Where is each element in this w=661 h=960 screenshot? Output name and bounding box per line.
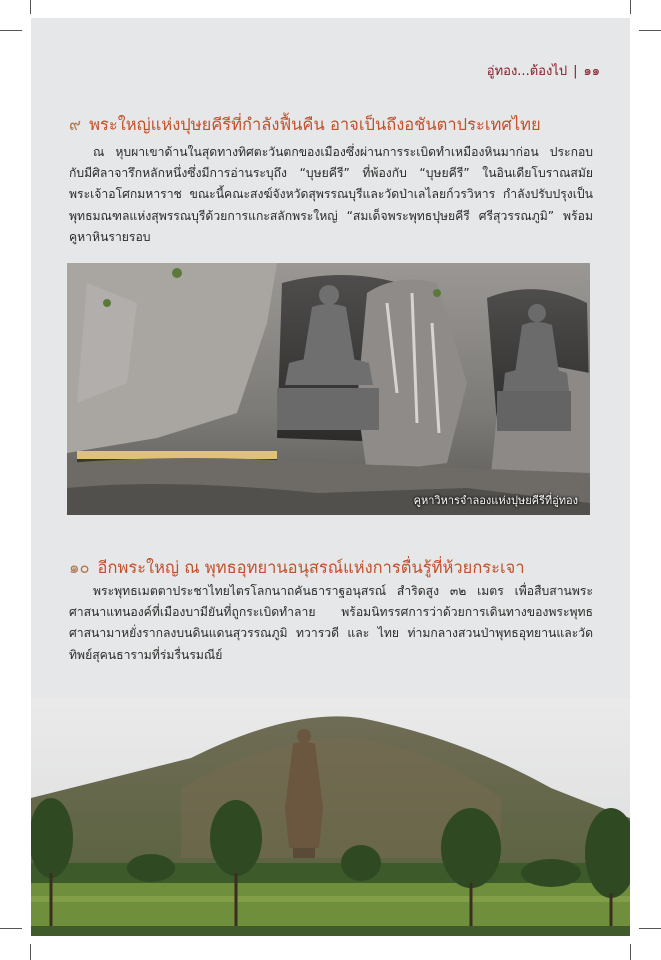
crop-mark [630, 944, 631, 960]
standing-buddha-photo [31, 698, 630, 936]
header-separator: | [573, 64, 578, 79]
section-9-title: พระใหญ่แห่งปุษยคีรีที่กำลังฟื้นคืน อาจเป็นถึงอชันตาประเทศไทย [89, 115, 541, 134]
crop-mark [639, 30, 661, 31]
section-10-body: พระพุทธเมตตาประชาไทยไตรโลกนาถคันธาราฐอนุสรณ์ สำริดสูง ๓๒ เมตร เพื่อสืบสานพระศาสนาแทนองค์ที่เมืองบามียันที่ถูกระเบิดทำลาย พร้อมนิทรรศการว่าด้วยการเดินทางของพระพุทธศาสนามาหยั่งรากลงบนดินแดนสุวรรณภูมิ ทวารวดี และ ไทย ท่ามกลางสวนป่าพุทธอุทยานและวัดทิพย์สุคนธารามที่ร่มรื่นรมณีย์ [69, 584, 593, 662]
cave-temple-image [67, 263, 590, 515]
crop-mark [30, 0, 31, 14]
crop-mark [0, 30, 22, 31]
crop-mark [30, 944, 31, 960]
running-header [487, 60, 600, 81]
section-10-title: อีกพระใหญ่ ณ พุทธอุทยานอนุสรณ์แห่งการตื่นรู้ที่ห้วยกระเจา [97, 558, 525, 577]
page-number: ๑๑ [583, 64, 600, 79]
section-9-heading [69, 112, 541, 138]
section-9-body: ณ หุบผาเขาด้านในสุดทางทิศตะวันตกของเมืองซึ่งผ่านการระเบิดทำเหมืองหินมาก่อน ประกอบกับมีศิลาจารึกหลักหนึ่งซึ่งมีการอ่านระบุถึง “บุษยคีรี” ที่พ้องกับ “บุษยคีรี” ในอินเดียโบราณสมัยพระเจ้าอโศกมหาราช ขณะนี้คณะสงฆ์จังหวัดสุพรรณบุรีและวัดป่าเลไลยก์วรวิหาร กำลังปรับปรุงเป็นพุทธมณฑลแห่งสุพรรณบุรีด้วยการแกะสลักพระใหญ่ “สมเด็จพระพุทธปุษยคีรี ศรีสุวรรณภูมิ” พร้อมคูหาหินรายรอบ [69, 145, 593, 244]
section-10-heading [69, 555, 525, 581]
crop-mark [639, 928, 661, 929]
book-page [31, 18, 630, 936]
cave-temple-photo [67, 263, 590, 515]
photo-caption: คูหาวิหารจำลองแห่งปุษยคีรีที่อู่ทอง [413, 494, 578, 507]
section-9-number: ๙ [69, 115, 82, 134]
header-title: อู่ทอง...ต้องไป [486, 64, 568, 79]
section-9-paragraph [69, 142, 593, 248]
crop-mark [0, 928, 22, 929]
section-10-paragraph [69, 581, 593, 666]
crop-mark [630, 0, 631, 14]
standing-buddha-image [31, 698, 630, 936]
section-10-number: ๑๐ [69, 558, 90, 577]
